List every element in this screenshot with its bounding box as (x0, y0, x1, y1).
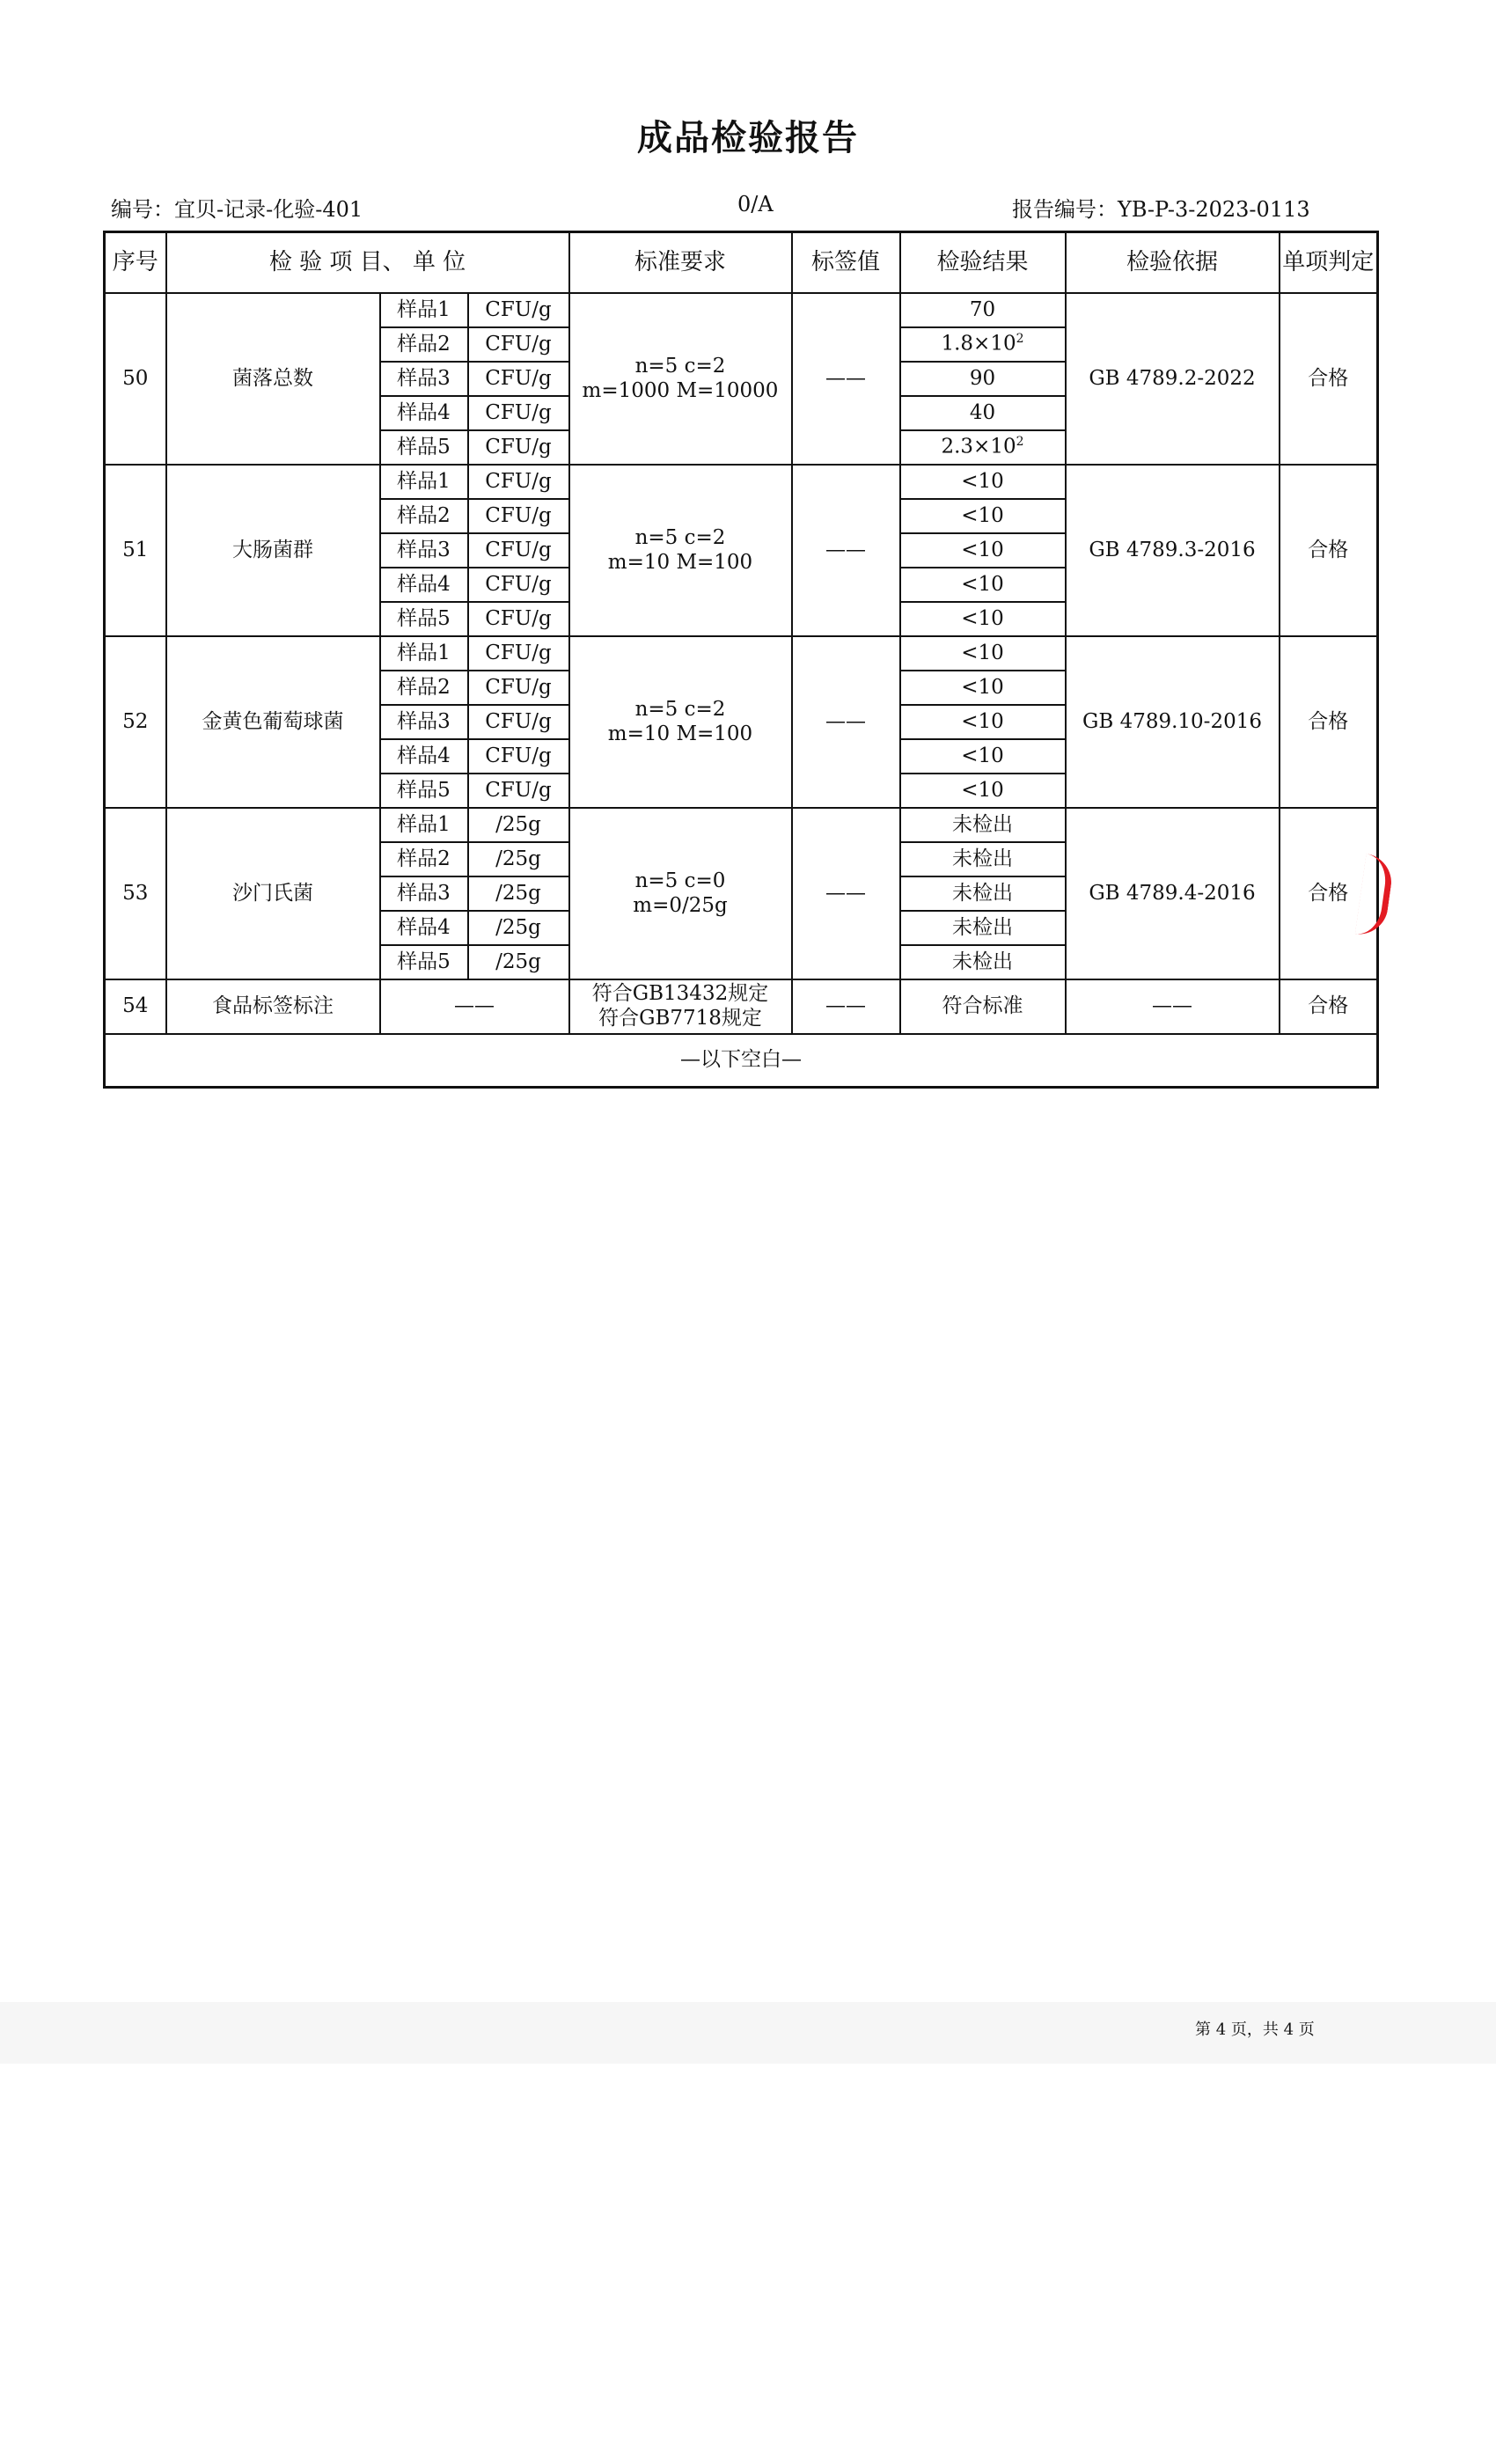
item-name-cell: 菌落总数 (166, 293, 380, 465)
standard-cell (569, 636, 792, 808)
label-value-cell: —— (792, 465, 900, 636)
verdict-cell: 合格 (1280, 979, 1378, 1034)
label-value-cell: —— (792, 808, 900, 979)
result-cell: 未检出 (900, 911, 1066, 945)
unit-cell: /25g (468, 876, 569, 911)
table-header-row (105, 232, 1378, 294)
label-value-cell: —— (792, 293, 900, 465)
result-cell: <10 (900, 602, 1066, 636)
seq-cell: 51 (105, 465, 166, 636)
result-cell (900, 430, 1066, 465)
standard-line: 符合GB13432规定 (591, 982, 769, 1006)
standard-line: m=10 M=100 (607, 550, 753, 574)
standard-line: m=0/25g (633, 893, 728, 917)
sample-cell: 样品1 (380, 808, 468, 842)
inspection-table (103, 231, 1379, 1089)
seq-cell: 53 (105, 808, 166, 979)
sample-cell: 样品2 (380, 327, 468, 362)
standard-line: m=10 M=100 (607, 722, 753, 745)
sample-cell: 样品4 (380, 568, 468, 602)
unit-cell: CFU/g (468, 533, 569, 568)
unit-cell: CFU/g (468, 705, 569, 739)
sample-cell: 样品2 (380, 499, 468, 533)
sample-cell: 样品4 (380, 911, 468, 945)
header-verdict: 单项判定 (1280, 232, 1378, 294)
unit-cell: CFU/g (468, 568, 569, 602)
result-cell: 40 (900, 396, 1066, 430)
sample-cell: 样品3 (380, 533, 468, 568)
result-cell: <10 (900, 465, 1066, 499)
standard-line: n=5 c=2 (634, 525, 726, 549)
verdict-cell: 合格 (1280, 465, 1378, 636)
sample-cell: 样品3 (380, 362, 468, 396)
standard-line: n=5 c=0 (634, 869, 726, 892)
basis-cell: GB 4789.2-2022 (1066, 293, 1280, 465)
unit-cell: CFU/g (468, 774, 569, 808)
result-cell: <10 (900, 671, 1066, 705)
sample-cell: 样品2 (380, 671, 468, 705)
standard-line: n=5 c=2 (634, 354, 726, 378)
table-row (105, 979, 1378, 1034)
unit-cell: CFU/g (468, 327, 569, 362)
seq-cell: 54 (105, 979, 166, 1034)
header-result: 检验结果 (900, 232, 1066, 294)
table-row (105, 636, 1378, 671)
sample-cell: 样品1 (380, 293, 468, 327)
end-note: —以下空白— (105, 1034, 1378, 1088)
sample-cell: 样品1 (380, 636, 468, 671)
label-value-cell: —— (792, 636, 900, 808)
result-cell: <10 (900, 636, 1066, 671)
seq-cell: 50 (105, 293, 166, 465)
table-row (105, 465, 1378, 499)
sample-cell: 样品5 (380, 602, 468, 636)
header-seq: 序号 (105, 232, 166, 294)
unit-cell: /25g (468, 808, 569, 842)
result-cell: <10 (900, 533, 1066, 568)
item-name-cell: 金黄色葡萄球菌 (166, 636, 380, 808)
record-code: 编号：宜贝-记录-化验-401 (111, 197, 363, 222)
header-label-value: 标签值 (792, 232, 900, 294)
standard-cell (569, 465, 792, 636)
standard-cell (569, 808, 792, 979)
basis-cell: —— (1066, 979, 1280, 1034)
end-row (105, 1034, 1378, 1088)
sample-cell: 样品4 (380, 739, 468, 774)
result-cell: <10 (900, 568, 1066, 602)
label-value-cell: —— (792, 979, 900, 1034)
standard-cell (569, 979, 792, 1034)
basis-cell: GB 4789.10-2016 (1066, 636, 1280, 808)
sample-cell: 样品1 (380, 465, 468, 499)
result-cell: <10 (900, 705, 1066, 739)
result-cell: <10 (900, 739, 1066, 774)
sample-cell: 样品5 (380, 430, 468, 465)
result-cell: 70 (900, 293, 1066, 327)
result-exponent: 2 (1016, 435, 1024, 450)
unit-cell: CFU/g (468, 362, 569, 396)
sample-cell: 样品2 (380, 842, 468, 876)
verdict-cell: 合格 (1280, 636, 1378, 808)
unit-cell: CFU/g (468, 396, 569, 430)
item-name-cell: 沙门氏菌 (166, 808, 380, 979)
unit-cell: /25g (468, 945, 569, 979)
page-number: 第 4 页，共 4 页 (1195, 2020, 1315, 2039)
unit-cell: CFU/g (468, 671, 569, 705)
report-title: 成品检验报告 (637, 118, 859, 158)
header-standard: 标准要求 (569, 232, 792, 294)
unit-cell: /25g (468, 842, 569, 876)
unit-cell: CFU/g (468, 636, 569, 671)
result-cell: 未检出 (900, 808, 1066, 842)
sample-cell: 样品3 (380, 876, 468, 911)
version: 0/A (737, 192, 774, 216)
result-cell: 符合标准 (900, 979, 1066, 1034)
result-exponent: 2 (1016, 332, 1024, 347)
sample-cell: 样品4 (380, 396, 468, 430)
result-cell: 90 (900, 362, 1066, 396)
unit-cell: CFU/g (468, 465, 569, 499)
unit-cell: —— (380, 979, 569, 1034)
report-number: 报告编号：YB-P-3-2023-0113 (1012, 197, 1310, 222)
header-item-unit: 检 验 项 目、 单 位 (166, 232, 569, 294)
sample-cell: 样品5 (380, 945, 468, 979)
unit-cell: CFU/g (468, 293, 569, 327)
result-cell: <10 (900, 499, 1066, 533)
standard-line: 符合GB7718规定 (598, 1007, 762, 1030)
seq-cell: 52 (105, 636, 166, 808)
basis-cell: GB 4789.4-2016 (1066, 808, 1280, 979)
result-cell: <10 (900, 774, 1066, 808)
result-cell: 未检出 (900, 945, 1066, 979)
unit-cell: CFU/g (468, 499, 569, 533)
standard-line: m=1000 M=10000 (582, 378, 779, 402)
item-name-cell: 食品标签标注 (166, 979, 380, 1034)
sample-cell: 样品5 (380, 774, 468, 808)
result-base: 2.3×10 (941, 436, 1016, 459)
standard-cell (569, 293, 792, 465)
table-row (105, 808, 1378, 842)
standard-line: n=5 c=2 (634, 697, 726, 721)
unit-cell: /25g (468, 911, 569, 945)
basis-cell: GB 4789.3-2016 (1066, 465, 1280, 636)
header-basis: 检验依据 (1066, 232, 1280, 294)
item-name-cell: 大肠菌群 (166, 465, 380, 636)
sample-cell: 样品3 (380, 705, 468, 739)
result-cell (900, 327, 1066, 362)
verdict-cell: 合格 (1280, 293, 1378, 465)
result-cell: 未检出 (900, 876, 1066, 911)
result-cell: 未检出 (900, 842, 1066, 876)
unit-cell: CFU/g (468, 430, 569, 465)
table-row (105, 293, 1378, 327)
result-base: 1.8×10 (941, 333, 1016, 356)
verdict-cell: 合格 (1280, 808, 1378, 979)
unit-cell: CFU/g (468, 739, 569, 774)
unit-cell: CFU/g (468, 602, 569, 636)
